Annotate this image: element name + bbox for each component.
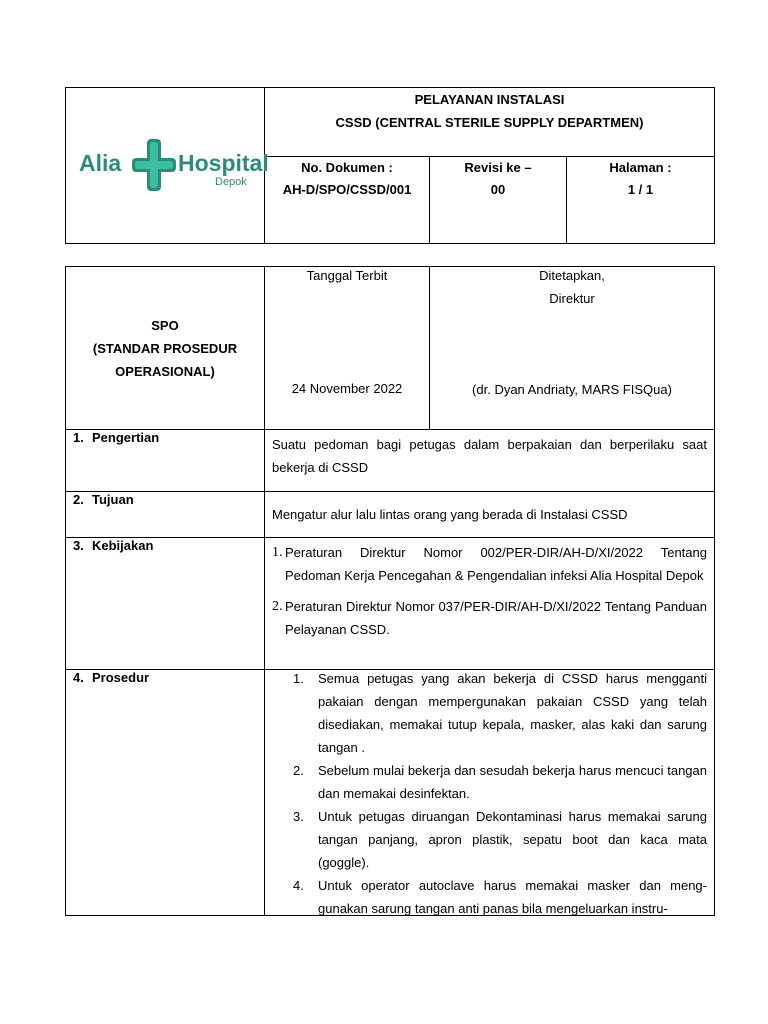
list-item [265, 541, 707, 587]
section-pengertian-content [265, 430, 715, 492]
title-line-2: CSSD (CENTRAL STERILE SUPPLY DEPARTMEN) [335, 115, 644, 130]
list-item-text: Peraturan Direktur Nomor 002/PER-DIR/AH-D/XI/2022 Tentang Pedoman Kerja Pencegahan & Pengendalian infeksi Alia Hospital Depok [285, 545, 707, 583]
title-line-1: PELAYANAN INSTALASI [414, 92, 565, 107]
section-number: 2. [73, 492, 84, 507]
spo-line-1: SPO [151, 317, 179, 333]
spo-line-2: (STANDAR PROSEDUR [92, 340, 238, 356]
revision-value: 00 [490, 182, 506, 197]
section-tujuan-content [265, 492, 715, 538]
issue-date-label: Tanggal Terbit [306, 268, 388, 283]
list-item [265, 595, 707, 641]
svg-text:Alia: Alia [79, 149, 122, 176]
signer-name: (dr. Dyan Andriaty, MARS FISQua) [472, 382, 672, 397]
page-value: 1 / 1 [627, 182, 654, 197]
spo-table [65, 266, 715, 916]
section-title: Pengertian [92, 430, 160, 445]
list-item-text: Peraturan Direktur Nomor 037/PER-DIR/AH-D/XI/2022 Tentang Panduan Pelayanan CSSD. [285, 599, 707, 637]
section-number: 1. [73, 430, 84, 445]
list-item [265, 759, 707, 805]
doc-number-cell [265, 157, 430, 244]
page-label: Halaman : [609, 160, 672, 175]
list-marker: 2. [293, 763, 304, 778]
list-marker: 3. [293, 809, 304, 824]
section-prosedur-label [66, 670, 265, 916]
alia-hospital-logo-icon [77, 135, 269, 197]
list-item [265, 805, 707, 874]
section-kebijakan-label [66, 538, 265, 670]
section-title: Tujuan [92, 492, 134, 507]
list-marker: 4. [293, 878, 304, 893]
section-title: Kebijakan [92, 538, 154, 553]
doc-number-label: No. Dokumen : [301, 160, 393, 175]
list-marker: 1. [272, 545, 283, 560]
svg-text:Hospital: Hospital [178, 149, 269, 176]
issue-date-cell [265, 267, 430, 430]
svg-text:Depok: Depok [215, 175, 247, 188]
director-label: Direktur [549, 291, 595, 306]
pengertian-text: Suatu pedoman bagi petugas dalam berpakaian dan berperilaku saat bekerja di CSSD [272, 437, 707, 475]
approved-label: Ditetapkan, [539, 268, 605, 283]
kebijakan-list [265, 538, 714, 641]
document-title [265, 88, 715, 157]
section-tujuan-label [66, 492, 265, 538]
tujuan-text: Mengatur alur lalu lintas orang yang berada di Instalasi CSSD [272, 507, 628, 522]
revision-label: Revisi ke – [464, 160, 532, 175]
section-number: 4. [73, 670, 84, 685]
approval-cell [430, 267, 715, 430]
page-cell [567, 157, 715, 244]
list-item-text: Semua petugas yang akan bekerja di CSSD harus mengganti pakaian dengan mempergunakan pakaian CSSD yang telah disediakan, memakai tutup kepala, masker, alas kaki dan sarung tangan . [318, 671, 707, 755]
list-item-text: Untuk petugas diruangan Dekontaminasi harus memakai sarung tangan panjang, apron plastik, sepatu boot dan kaca mata (goggle). [318, 809, 707, 870]
spo-title-cell [66, 267, 265, 430]
section-number: 3. [73, 538, 84, 553]
revision-cell [430, 157, 567, 244]
issue-date-value: 24 November 2022 [291, 381, 403, 396]
section-prosedur-content [265, 670, 715, 916]
section-title: Prosedur [92, 670, 150, 685]
list-item-text: Untuk operator autoclave harus memakai masker dan meng-gunakan sarung tangan anti panas bila mengeluarkan instru- [318, 878, 707, 916]
prosedur-clip [265, 667, 714, 916]
list-item [265, 874, 707, 920]
list-item [265, 667, 707, 759]
list-marker: 1. [293, 671, 304, 686]
logo-cell [66, 88, 269, 244]
spo-line-3: OPERASIONAL) [115, 363, 215, 379]
doc-number-value: AH-D/SPO/CSSD/001 [282, 182, 412, 197]
section-pengertian-label [66, 430, 265, 492]
section-kebijakan-content [265, 538, 715, 670]
list-marker: 2. [272, 599, 283, 614]
document-header [65, 87, 715, 244]
prosedur-list [265, 667, 714, 920]
hospital-logo [66, 88, 269, 243]
list-item-text: Sebelum mulai bekerja dan sesudah bekerja harus mencuci tangan dan memakai desinfektan. [318, 763, 707, 801]
